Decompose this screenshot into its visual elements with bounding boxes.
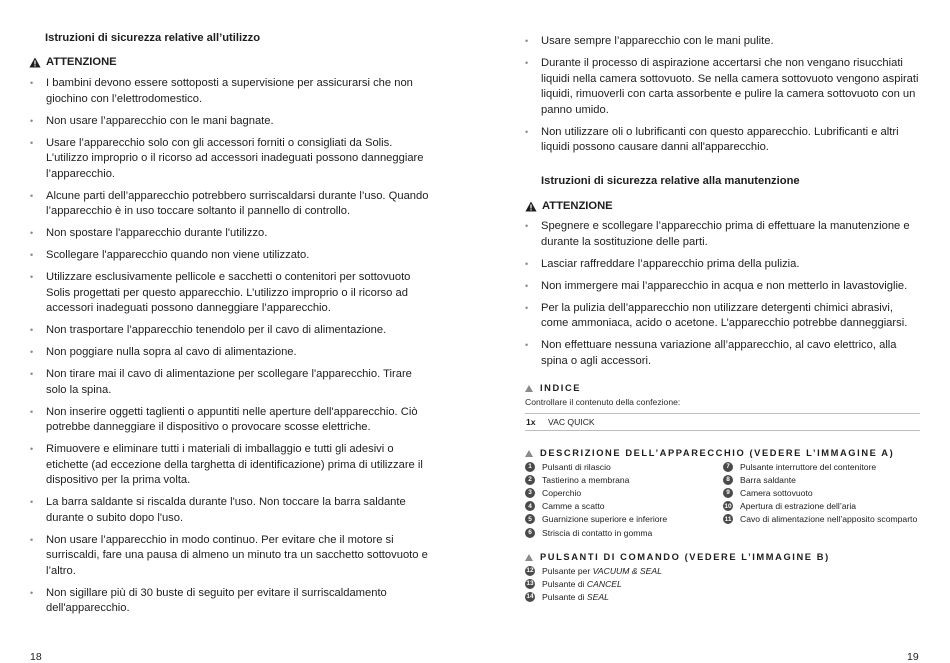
numbered-item	[723, 513, 928, 526]
number-badge: 8	[723, 475, 733, 485]
number-badge: 6	[525, 528, 535, 538]
numbered-item	[525, 590, 825, 603]
numbered-item	[723, 473, 928, 486]
maintenance-warning	[525, 200, 613, 212]
number-badge: 4	[525, 501, 535, 511]
item-label: Pulsante di	[542, 591, 587, 602]
warning-label: ATTENZIONE	[542, 200, 613, 212]
item-label: Cavo di alimentazione nell’apposito scomparto	[740, 514, 918, 525]
number-badge: 2	[525, 475, 535, 485]
item-label: Camera sottovuoto	[740, 487, 813, 498]
numbered-item	[525, 500, 720, 513]
bullet-item: • Non immergere mai l’apparecchio in acqua e non metterlo in lavastoviglie.	[525, 279, 920, 295]
bullet-item: • Non poggiare nulla sopra al cavo di alimentazione.	[30, 345, 430, 361]
numbered-item	[525, 513, 720, 526]
bullet-item: • Scollegare l'apparecchio quando non viene utilizzato.	[30, 248, 430, 264]
item-label-emphasis: CANCEL	[586, 578, 622, 589]
bullet-item: • Usare l’apparecchio solo con gli accessori forniti o consigliati da Solis. L’utilizzo improprio o il ricorso ad accessori inadeguati possono danneggiare l’apparecchio.	[30, 136, 430, 183]
number-badge: 1	[525, 462, 535, 472]
page-number: 18	[30, 651, 42, 663]
controls-list	[525, 564, 825, 604]
description-list-left	[525, 460, 720, 539]
bullet-item: • Durante il processo di aspirazione accertarsi che non vengano risucchiati liquidi nella camera sottovuoto. Se nella camera sottovuoto vengono aspirati liquidi, rimuoverli con carta assorbente e pulire la camera sottovuoto con un panno umido.	[525, 56, 920, 118]
controls-heading	[525, 552, 830, 562]
numbered-item	[723, 486, 928, 499]
contents-quantity: 1x	[526, 417, 536, 427]
number-badge: 9	[723, 488, 733, 498]
description-title: DESCRIZIONE DELL’APPARECCHIO (VEDERE L’IMMAGINE A)	[540, 448, 895, 458]
general-bullet-list	[525, 34, 920, 162]
bullet-item: • La barra saldante si riscalda durante l'uso. Non toccare la barra saldante durante o subito dopo l'uso.	[30, 495, 430, 526]
numbered-item	[525, 564, 825, 577]
bullet-item: • Non usare l’apparecchio in modo continuo. Per evitare che il motore si surriscaldi, fare una pausa di almeno un minuto tra un sacchetto sottovuoto e l’altro.	[30, 533, 430, 580]
numbered-item	[525, 486, 720, 499]
bullet-item: • I bambini devono essere sottoposti a supervisione per assicurarsi che non giochino con l’elettrodomestico.	[30, 76, 430, 107]
number-badge: 14	[526, 593, 534, 601]
numbered-item	[525, 526, 720, 539]
bullet-item: • Utilizzare esclusivamente pellicole e sacchetti o contenitori per sottovuoto Solis progettati per questo apparecchio. L’utilizzo improprio o il ricorso ad accessori inadeguati possono danneggiare l’apparecchio.	[30, 270, 430, 317]
number-badge: 12	[526, 567, 534, 575]
bullet-item: • Rimuovere e eliminare tutti i materiali di imballaggio e tutti gli adesivi o etichette (ad eccezione della targhetta di identificazione) prima di utilizzare il dispositivo per la prima volta.	[30, 442, 430, 489]
item-label: Pulsante interruttore del contenitore	[740, 461, 877, 472]
item-label-emphasis: SEAL	[586, 591, 609, 602]
item-label: Striscia di contatto in gomma	[542, 527, 653, 538]
index-heading	[525, 383, 581, 393]
bullet-item: • Non usare l’apparecchio con le mani bagnate.	[30, 114, 430, 130]
bullet-item: • Alcune parti dell’apparecchio potrebbero surriscaldarsi durante l’uso. Quando l’apparecchio è in uso toccare soltanto il pannello di controllo.	[30, 189, 430, 220]
numbered-item	[723, 460, 928, 473]
triangle-icon	[525, 554, 533, 561]
bullet-item: • Per la pulizia dell’apparecchio non utilizzare detergenti chimici abrasivi, come ammoniaca, acido o acetone. L’apparecchio potrebbe danneggiarsi.	[525, 301, 920, 332]
bullet-item: • Non tirare mai il cavo di alimentazione per scollegare l'apparecchio. Tirare solo la spina.	[30, 367, 430, 398]
contents-table-row	[525, 413, 920, 431]
warning-label: ATTENZIONE	[46, 56, 117, 68]
numbered-item	[723, 500, 928, 513]
item-label: Pulsante per	[542, 565, 593, 576]
bullet-item: • Lasciar raffreddare l’apparecchio prima della pulizia.	[525, 257, 920, 273]
bullet-item: • Non effettuare nessuna variazione all’apparecchio, al cavo elettrico, alla spina o agli accessori.	[525, 338, 920, 369]
item-label: Tastierino a membrana	[542, 474, 630, 485]
item-label: Camme a scatto	[542, 501, 605, 512]
item-label: Pulsante di	[542, 578, 587, 589]
usage-bullet-list	[30, 76, 430, 623]
numbered-item	[525, 473, 720, 486]
contents-item: VAC QUICK	[548, 417, 595, 427]
number-badge: 10	[724, 502, 732, 510]
warning-icon	[29, 57, 41, 68]
number-badge: 3	[525, 488, 535, 498]
item-label: Barra saldante	[740, 474, 796, 485]
number-badge: 13	[526, 580, 534, 588]
bullet-item: • Usare sempre l’apparecchio con le mani pulite.	[525, 34, 920, 50]
usage-safety-title: Istruzioni di sicurezza relative all’utilizzo	[45, 32, 261, 44]
item-label: Apertura di estrazione dell’aria	[740, 501, 857, 512]
triangle-icon	[525, 385, 533, 392]
bullet-item: • Spegnere e scollegare l’apparecchio prima di effettuare la manutenzione e durante la sostituzione delle parti.	[525, 219, 920, 250]
bullet-item: • Non sigillare più di 30 buste di seguito per evitare il surriscaldamento dell'apparecchio.	[30, 586, 430, 617]
item-label: Guarnizione superiore e inferiore	[542, 514, 668, 525]
maintenance-safety-title: Istruzioni di sicurezza relative alla manutenzione	[541, 175, 800, 187]
maintenance-bullet-list	[525, 219, 920, 376]
number-badge: 7	[723, 462, 733, 472]
page-number: 19	[907, 651, 919, 663]
description-list-right	[723, 460, 928, 526]
bullet-item: • Non spostare l'apparecchio durante l'utilizzo.	[30, 226, 430, 242]
right-page	[475, 0, 950, 663]
number-badge: 11	[724, 515, 732, 523]
bullet-item: • Non inserire oggetti taglienti o appuntiti nelle aperture dell'apparecchio. Ciò potrebbe danneggiare il dispositivo o provocare scosse elettriche.	[30, 405, 430, 436]
index-subtitle: Controllare il contenuto della confezione:	[525, 397, 681, 407]
usage-warning	[29, 56, 117, 68]
numbered-item	[525, 460, 720, 473]
index-title: INDICE	[540, 383, 582, 393]
item-label: Coperchio	[542, 487, 582, 498]
item-label-emphasis: VACUUM & SEAL	[592, 565, 662, 576]
number-badge: 5	[525, 514, 535, 524]
controls-title: PULSANTI DI COMANDO (VEDERE L’IMMAGINE B)	[540, 552, 830, 562]
bullet-item: • Non utilizzare oli o lubrificanti con questo apparecchio. Lubrificanti e altri liquidi possono causare danni all'apparecchio.	[525, 125, 920, 156]
item-label: Pulsanti di rilascio	[542, 461, 611, 472]
triangle-icon	[525, 450, 533, 457]
bullet-item: • Non trasportare l’apparecchio tenendolo per il cavo di alimentazione.	[30, 323, 430, 339]
warning-icon	[525, 201, 537, 212]
description-heading	[525, 448, 894, 458]
numbered-item	[525, 577, 825, 590]
